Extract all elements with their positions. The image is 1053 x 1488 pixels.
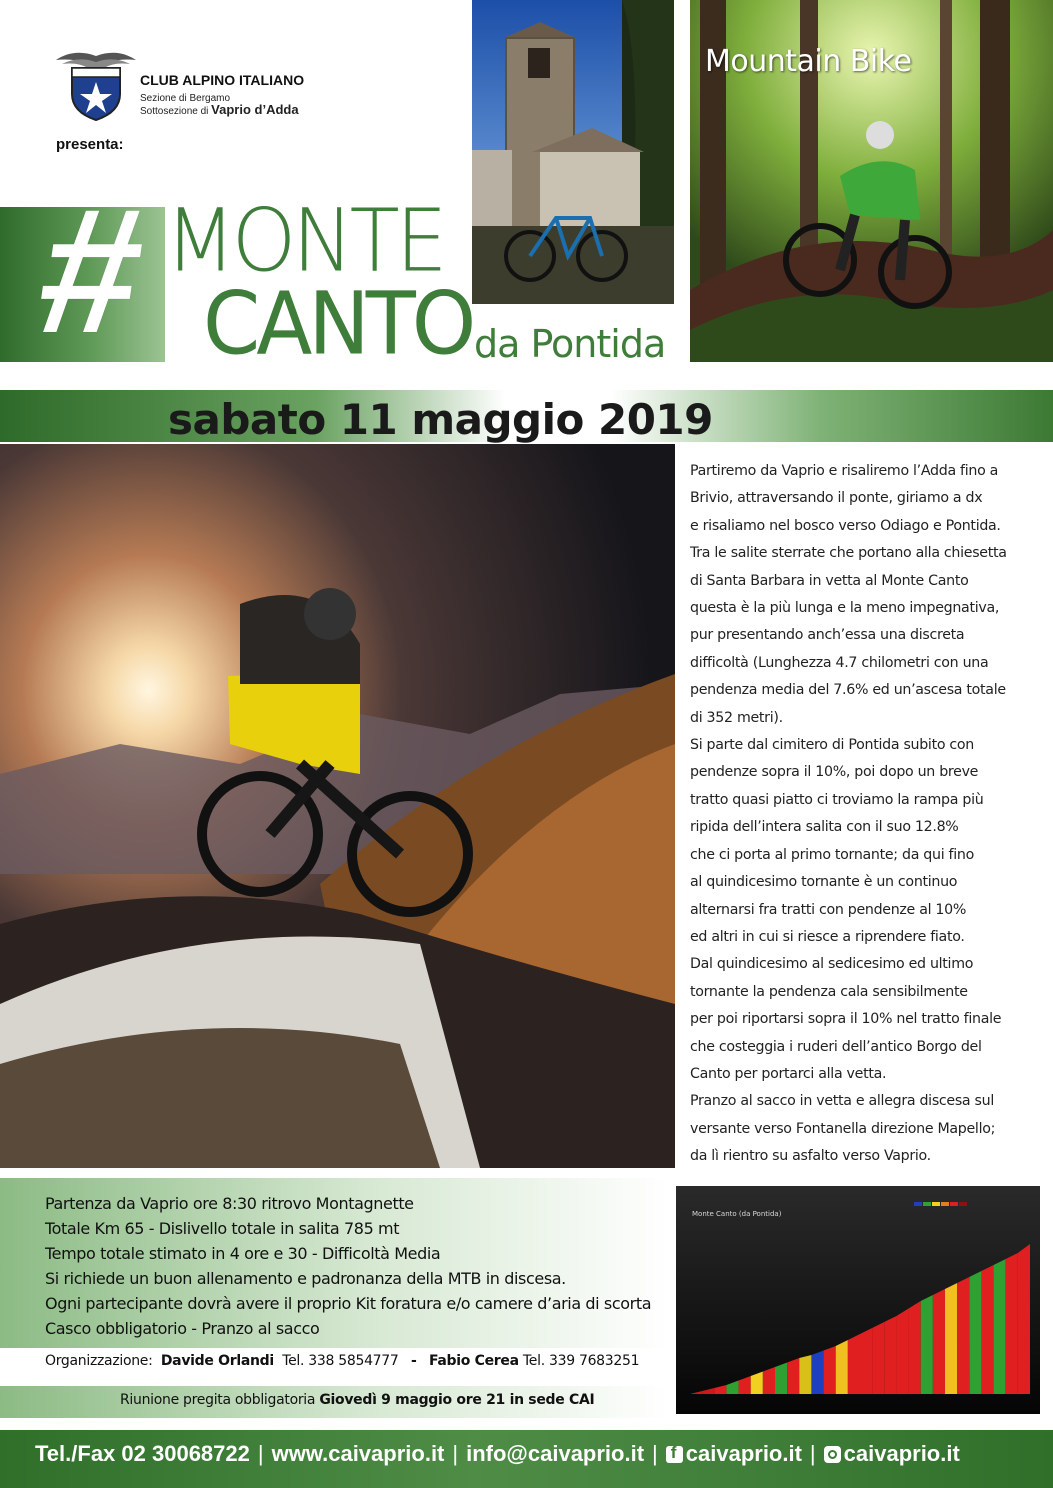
legend-swatch [923, 1202, 931, 1206]
description-line: al quindicesimo tornante è un continuo [690, 874, 958, 891]
description-line: di Santa Barbara in vetta al Monte Canto [690, 572, 969, 589]
activity-label: Mountain Bike [705, 44, 912, 79]
info-list [45, 1191, 651, 1341]
church-photo [472, 0, 674, 304]
elevation-profile-chart [676, 1186, 1040, 1414]
info-line: Casco obbligatorio - Pranzo al sacco [45, 1319, 320, 1338]
legend-swatch [914, 1202, 922, 1206]
profile-segment [848, 1334, 860, 1394]
legend-swatch [959, 1202, 967, 1206]
description-line: ed altri in cui si riesce a riprendere fiato. [690, 928, 965, 945]
description-line: difficoltà (Lunghezza 4.7 chilometri con una [690, 654, 989, 671]
presents-label: presenta: [56, 136, 124, 153]
footer-facebook-link[interactable]: caivaprio.it [685, 1441, 802, 1466]
route-description [690, 458, 1020, 1171]
description-line: tornante la pendenza cala sensibilmente [690, 983, 968, 1000]
description-line: e risaliamo nel bosco verso Odiago e Pontida. [690, 517, 1001, 534]
profile-segment [957, 1277, 969, 1394]
profile-segment [872, 1322, 884, 1394]
organization-label: Organizzazione: [45, 1353, 153, 1369]
organizer-2-name: Fabio Cerea [428, 1353, 519, 1369]
organizer-separator: - [410, 1353, 417, 1369]
meeting-note [120, 1392, 594, 1408]
profile-segment [1018, 1244, 1030, 1394]
footer-phone: Tel./Fax 02 30068722 [35, 1441, 250, 1466]
footer-separator: | [452, 1441, 459, 1466]
profile-segment [994, 1259, 1006, 1394]
instagram-icon [824, 1446, 841, 1463]
sunset-rider-photo [0, 444, 675, 1168]
description-line: Partiremo da Vaprio e risaliremo l’Adda fino a [690, 463, 999, 479]
description-line: Dal quindicesimo al sedicesimo ed ultimo [690, 956, 974, 973]
profile-segment [896, 1309, 908, 1395]
info-line: Si richiede un buon allenamento e padronanza della MTB in discesa. [45, 1269, 566, 1288]
profile-segment [921, 1295, 933, 1394]
chart-title: Monte Canto (da Pontida) [692, 1210, 782, 1218]
footer-separator: | [809, 1441, 816, 1466]
section-name: Bergamo [189, 93, 231, 104]
info-line: Tempo totale stimato in 4 ore e 30 - Difficoltà Media [45, 1244, 441, 1263]
title-line-1: MONTE [165, 191, 444, 292]
footer-separator: | [652, 1441, 658, 1466]
description-line: che costeggia i ruderi dell’antico Borgo del [690, 1038, 982, 1055]
profile-segment [945, 1283, 957, 1394]
footer-website-link[interactable]: www.caivaprio.it [271, 1441, 445, 1466]
description-line: da lì rientro su asfalto verso Vaprio. [690, 1148, 931, 1165]
description-line: tratto quasi piatto ci troviamo la rampa più [690, 791, 984, 808]
profile-segment [763, 1367, 775, 1394]
footer-contacts [35, 1441, 960, 1467]
organizer-1-phone: Tel. 338 5854777 [282, 1353, 399, 1369]
info-line: Totale Km 65 - Dislivello totale in salita 785 mt [45, 1219, 400, 1238]
org-name: CLUB ALPINO ITALIANO [140, 72, 305, 88]
profile-segment [811, 1351, 823, 1395]
footer-separator: | [257, 1441, 264, 1466]
description-line: per poi riportarsi sopra il 10% nel tratto finale [690, 1011, 1002, 1028]
legend-swatch [941, 1202, 949, 1206]
info-line: Ogni partecipante dovrà avere il proprio Kit foratura e/o camere d’aria di scorta [45, 1294, 652, 1313]
organizer-1-name: Davide Orlandi [160, 1353, 274, 1369]
profile-segment [836, 1340, 848, 1394]
footer-instagram-link[interactable]: caivaprio.it [843, 1441, 960, 1466]
profile-segment [799, 1355, 811, 1394]
organizer-2-phone: Tel. 339 7683251 [522, 1353, 640, 1369]
cai-logo [54, 46, 138, 122]
meeting-detail: Giovedì 9 maggio ore 21 in sede CAI [319, 1392, 595, 1408]
description-line: Tra le salite sterrate che portano alla chiesetta [690, 545, 1007, 562]
legend-swatch [932, 1202, 940, 1206]
description-line: Canto per portarci alla vetta. [690, 1065, 887, 1082]
profile-segment [824, 1346, 836, 1394]
title-subtitle: da Pontida [474, 322, 666, 366]
description-line: che ci porta al primo tornante; da qui fino [690, 846, 974, 863]
profile-segment [1006, 1253, 1018, 1394]
subsection-prefix: Sottosezione di [140, 106, 212, 117]
description-line: alternarsi fra tratti con pendenze al 10% [690, 901, 967, 918]
description-line: pendenze sopra il 10%, poi dopo un breve [690, 764, 979, 781]
event-date: sabato 11 maggio 2019 [168, 395, 713, 444]
description-line: versante verso Fontanella direzione Mapello; [690, 1120, 996, 1137]
organization-line [45, 1353, 639, 1369]
description-line: Si parte dal cimitero di Pontida subito con [690, 737, 974, 754]
profile-segment [775, 1363, 787, 1395]
description-line: Brivio, attraversando il ponte, giriamo a dx [690, 490, 983, 507]
org-section [140, 93, 299, 117]
profile-segment [860, 1328, 872, 1394]
section-prefix: Sezione di [140, 93, 190, 104]
profile-segment [909, 1301, 921, 1394]
description-line: Pranzo al sacco in vetta e allegra discesa sul [690, 1093, 994, 1110]
subsection-name: Vaprio d’Adda [211, 102, 299, 117]
profile-segment [981, 1265, 993, 1394]
meeting-prefix: Riunione pregita obbligatoria [120, 1392, 320, 1408]
title-line-2: CANTO [203, 274, 473, 375]
legend-swatch [950, 1202, 958, 1206]
description-line: ripida dell’intera salita con il suo 12.8% [690, 819, 959, 836]
description-line: pur presentando anch’essa una discreta [690, 627, 965, 644]
profile-segment [787, 1358, 799, 1394]
facebook-icon [666, 1446, 683, 1463]
hash-symbol: # [28, 171, 156, 370]
description-line: questa è la più lunga e la meno impegnativa, [690, 600, 1000, 617]
description-line: di 352 metri). [690, 709, 783, 726]
profile-segment [933, 1289, 945, 1394]
profile-segment [969, 1271, 981, 1394]
footer-email-link[interactable]: info@caivaprio.it [466, 1441, 645, 1466]
info-line: Partenza da Vaprio ore 8:30 ritrovo Montagnette [45, 1194, 414, 1213]
description-line: pendenza media del 7.6% ed un’ascesa totale [690, 682, 1006, 699]
profile-segment [884, 1316, 896, 1394]
